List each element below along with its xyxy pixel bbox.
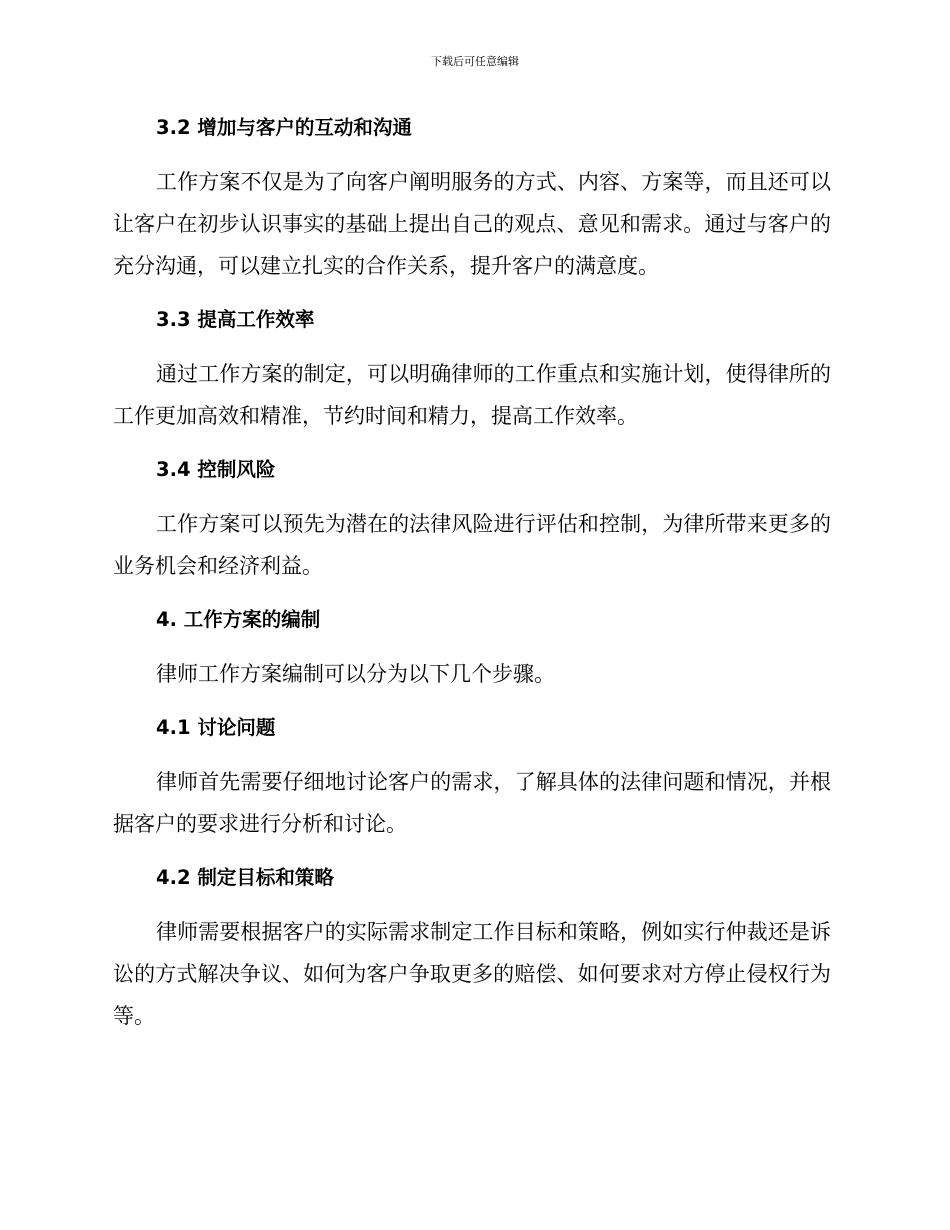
section-heading-4-1: 4.1 讨论问题 — [156, 716, 276, 739]
section-paragraph-4-1: 律师首先需要仔细地讨论客户的需求，了解具体的法律问题和情况，并根据客户的要求进行分析和讨论。 — [113, 770, 831, 836]
section-paragraph-4-2: 律师需要根据客户的实际需求制定工作目标和策略，例如实行仲裁还是诉讼的方式解决争议、如何为客户争取更多的赔偿、如何要求对方停止侵权行为等。 — [113, 920, 831, 1028]
document-body — [113, 107, 831, 1037]
section-paragraph-3-4: 工作方案可以预先为潜在的法律风险进行评估和控制，为律所带来更多的业务机会和经济利益。 — [113, 512, 831, 578]
section-heading-3-4: 3.4 控制风险 — [156, 458, 276, 481]
section-heading-4: 4. 工作方案的编制 — [156, 608, 321, 631]
section-heading-3-3: 3.3 提高工作效率 — [156, 308, 315, 331]
section-paragraph-3-2: 工作方案不仅是为了向客户阐明服务的方式、内容、方案等，而且还可以让客户在初步认识事实的基础上提出自己的观点、意见和需求。通过与客户的充分沟通，可以建立扎实的合作关系，提升客户的满意度。 — [113, 170, 831, 278]
page-header-note: 下载后可任意编辑 — [431, 55, 519, 68]
section-paragraph-3-3: 通过工作方案的制定，可以明确律师的工作重点和实施计划，使得律所的工作更加高效和精准，节约时间和精力，提高工作效率。 — [113, 362, 831, 428]
section-heading-4-2: 4.2 制定目标和策略 — [156, 866, 334, 889]
section-heading-3-2: 3.2 增加与客户的互动和沟通 — [156, 116, 412, 139]
section-paragraph-4: 律师工作方案编制可以分为以下几个步骤。 — [156, 662, 555, 686]
